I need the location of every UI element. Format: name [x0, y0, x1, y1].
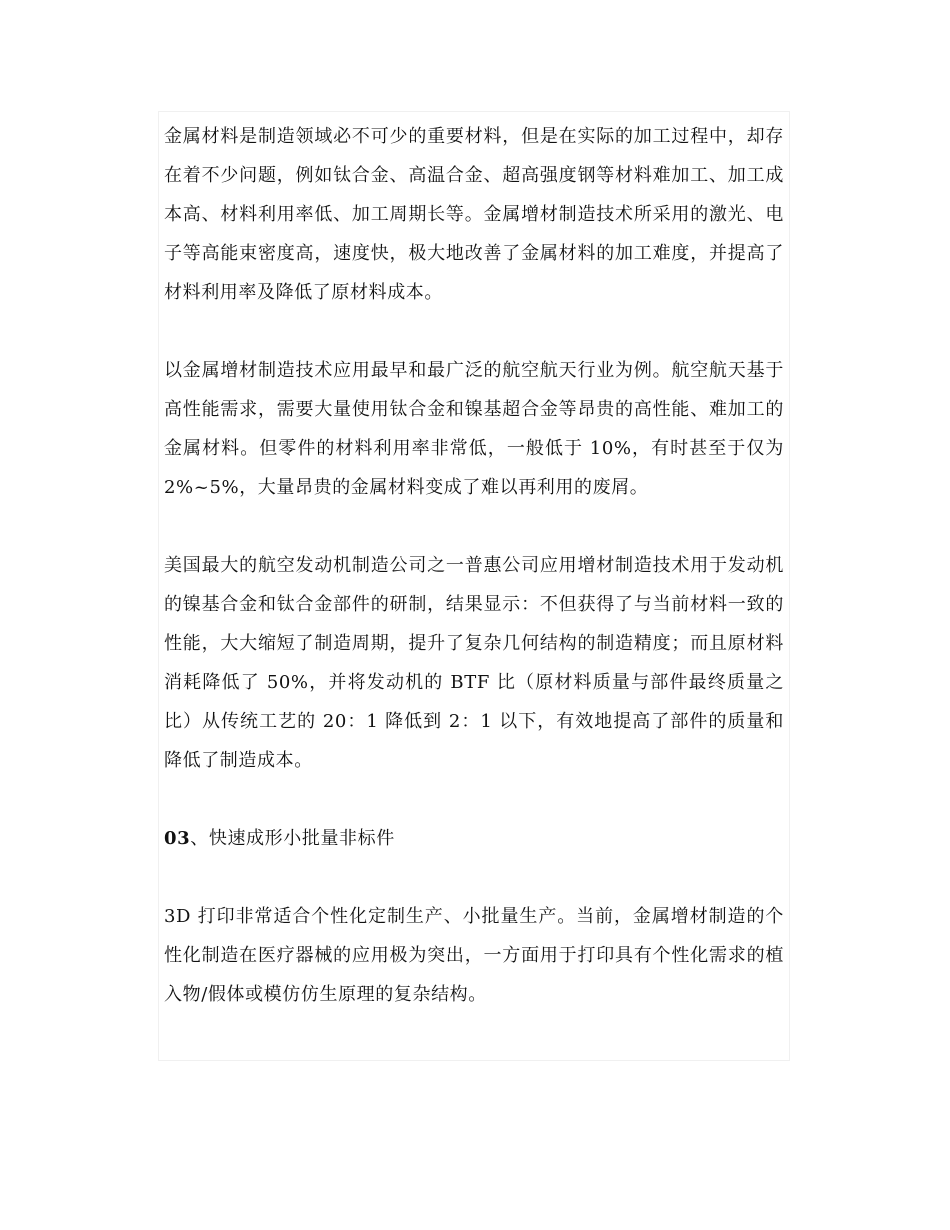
paragraph-customization: 3D 打印非常适合个性化定制生产、小批量生产。当前，金属增材制造的个性化制造在医疗器械的应用极为突出，一方面用于打印具有个性化需求的植入物/假体或模仿仿生原理的复杂结构。	[164, 906, 784, 1005]
paragraph-spacer	[164, 312, 784, 351]
paragraph-spacer	[164, 507, 784, 546]
paragraph-spacer	[164, 858, 784, 897]
paragraph-pratt-whitney: 美国最大的航空发动机制造公司之一普惠公司应用增材制造技术用于发动机的镍基合金和钛合金部件的研制，结果显示：不但获得了与当前材料一致的性能，大大缩短了制造周期，提升了复杂几何结构的制造精度；而且原材料消耗降低了 50%，并将发动机的 BTF 比（原材料质量与部件最终质量之比）从传统工艺的 20：1 降低到 2：1 以下，有效地提高了部件的质量和降低了制造成本。	[164, 555, 784, 771]
paragraph-spacer	[164, 780, 784, 819]
section-heading	[164, 819, 784, 858]
paragraph-aerospace-example: 以金属增材制造技术应用最早和最广泛的航空航天行业为例。航空航天基于高性能需求，需要大量使用钛合金和镍基超合金等昂贵的高性能、难加工的金属材料。但零件的材料利用率非常低，一般低于 10%，有时甚至于仅为 2%~5%，大量昂贵的金属材料变成了难以再利用的废屑。	[164, 360, 784, 498]
section-title: 、快速成形小批量非标件	[190, 828, 395, 849]
section-number: 03	[164, 828, 191, 849]
article-body	[164, 117, 784, 1014]
paragraph-material-processing: 金属材料是制造领域必不可少的重要材料，但是在实际的加工过程中，却存在着不少问题，例如钛合金、高温合金、超高强度钢等材料难加工、加工成本高、材料利用率低、加工周期长等。金属增材制造技术所采用的激光、电子等高能束密度高，速度快，极大地改善了金属材料的加工难度，并提高了材料利用率及降低了原材料成本。	[164, 126, 784, 303]
